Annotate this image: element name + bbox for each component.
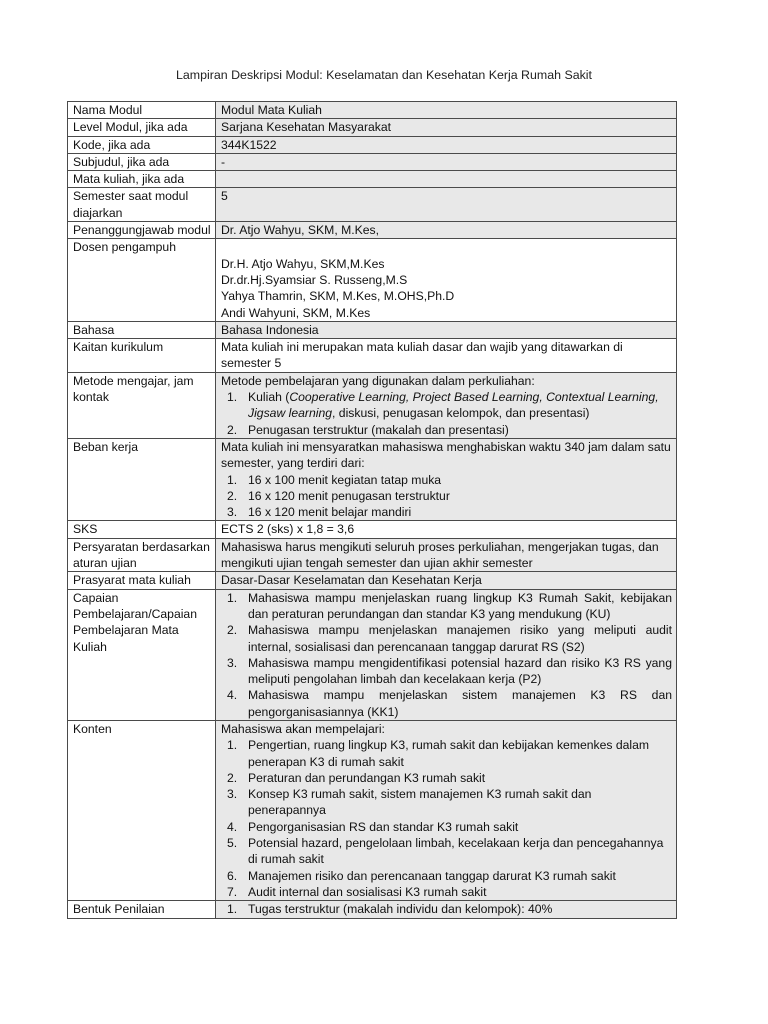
list-item-text: Mahasiswa mampu menjelaskan ruang lingkup K3 Rumah Sakit, kebijakan dan peraturan perundangan dan standar K3 yang mendukung (KU) [248,590,672,621]
value-capaian [216,589,677,720]
konten-intro: Mahasiswa akan mempelajari: [221,721,385,736]
value-bahasa: Bahasa Indonesia [216,321,677,338]
dosen-name: Dr.H. Atjo Wahyu, SKM,M.Kes [221,256,385,271]
metode-item1-suffix: , diskusi, penugasan kelompok, dan presentasi) [332,406,590,421]
list-item-text: Mahasiswa mampu mengidentifikasi potensial hazard dan risiko K3 RS yang meliputi pengolahan limbah dan kecelakaan kerja (P2) [248,655,672,687]
list-item-text: Audit internal dan sosialisasi K3 rumah sakit [248,884,487,899]
dosen-name: Dr.dr.Hj.Syamsiar S. Russeng,M.S [221,272,408,287]
list-item-text: Pengorganisasian RS dan standar K3 rumah sakit [248,819,519,834]
row-metode [68,372,677,438]
label-nama-modul: Nama Modul [68,102,216,119]
label-dosen: Dosen pengampuh [68,239,216,321]
row-sks [68,521,677,538]
list-item [221,622,672,655]
list-number: 2. [227,623,238,638]
list-item [221,504,672,520]
list-item [221,835,672,868]
row-persyaratan [68,538,677,572]
row-level-modul [68,119,677,136]
list-item [221,655,672,688]
list-item [221,884,672,900]
row-subjudul [68,153,677,170]
row-capaian [68,589,677,720]
metode-intro: Metode pembelajaran yang digunakan dalam perkuliahan: [221,373,535,388]
module-description-table [67,101,677,919]
value-metode [216,372,677,438]
label-metode: Metode mengajar, jam kontak [68,372,216,438]
value-persyaratan: Mahasiswa harus mengikuti seluruh proses perkuliahan, mengerjakan tugas, dan mengikuti ujian tengah semester dan ujian akhir semester [216,538,677,572]
list-number: 2. [227,770,238,785]
row-prasyarat [68,572,677,589]
list-item-text: Mahasiswa mampu menjelaskan manajemen risiko yang meliputi audit internal, sosialisasi dan perencanaan tanggap darurat RS (S2) [248,623,672,654]
list-number: 7. [227,884,238,899]
row-beban [68,438,677,520]
list-item [221,590,672,623]
value-kaitan: Mata kuliah ini merupakan mata kuliah dasar dan wajib yang ditawarkan di semester 5 [216,339,677,373]
list-item-text: Manajemen risiko dan perencanaan tanggap darurat K3 rumah sakit [248,868,616,883]
value-prasyarat: Dasar-Dasar Keselamatan dan Kesehatan Kerja [216,572,677,589]
list-item-text: Potensial hazard, pengelolaan limbah, kecelakaan kerja dan pencegahannya di rumah sakit [248,836,664,867]
capaian-list [221,590,672,720]
metode-item1-methods: Cooperative Learning, Project Based Learning, Contextual Learning, Jigsaw learning [248,390,659,421]
list-item-text: Tugas terstruktur (makalah individu dan kelompok): 40% [248,902,553,917]
list-number: 4. [227,688,238,703]
label-kode: Kode, jika ada [68,136,216,153]
list-item [221,737,672,770]
list-number: 1. [227,738,238,753]
list-item [221,389,672,422]
value-konten [216,720,677,900]
metode-item1-prefix: Kuliah ( [248,390,290,405]
label-capaian: Capaian Pembelajaran/Capaian Pembelajaran Mata Kuliah [68,589,216,720]
label-sks: SKS [68,521,216,538]
document-title: Lampiran Deskripsi Modul: Keselamatan dan Kesehatan Kerja Rumah Sakit [176,68,592,82]
row-kode [68,136,677,153]
list-number: 5. [227,836,238,851]
row-penanggungjawab [68,222,677,239]
label-persyaratan: Persyaratan berdasarkan aturan ujian [68,538,216,572]
value-kode: 344K1522 [216,136,677,153]
row-semester [68,188,677,222]
row-bahasa [68,321,677,338]
list-item-text: 16 x 100 menit kegiatan tatap muka [248,472,442,487]
list-number: 4. [227,819,238,834]
konten-list [221,737,672,900]
list-item [221,868,672,884]
row-mata-kuliah [68,171,677,188]
label-bentuk-penilaian: Bentuk Penilaian [68,901,216,918]
value-sks: ECTS 2 (sks) x 1,8 = 3,6 [216,521,677,538]
label-konten: Konten [68,720,216,900]
row-konten [68,720,677,900]
list-item [221,770,672,786]
list-item [221,488,672,504]
row-kaitan [68,339,677,373]
row-nama-modul [68,102,677,119]
list-number: 6. [227,868,238,883]
label-semester: Semester saat modul diajarkan [68,188,216,222]
list-number: 3. [227,787,238,802]
row-bentuk-penilaian [68,901,677,918]
label-level-modul: Level Modul, jika ada [68,119,216,136]
bentuk-list [221,901,672,917]
list-item [221,687,672,720]
list-item-text: 16 x 120 menit penugasan terstruktur [248,488,450,503]
list-item-text: Konsep K3 rumah sakit, sistem manajemen K3 rumah sakit dan penerapannya [248,787,592,818]
list-item-text: 16 x 120 menit belajar mandiri [248,505,412,520]
list-item [221,422,672,438]
value-nama-modul: Modul Mata Kuliah [216,102,677,119]
list-item-text: Mahasiswa mampu menjelaskan sistem manajemen K3 RS dan pengorganisasiannya (KK1) [248,688,672,719]
label-mata-kuliah: Mata kuliah, jika ada [68,171,216,188]
list-item [221,819,672,835]
value-beban [216,438,677,520]
value-subjudul: - [216,153,677,170]
value-mata-kuliah [216,171,677,188]
list-number: 1. [227,390,238,405]
list-number: 1. [227,590,238,605]
value-level-modul: Sarjana Kesehatan Masyarakat [216,119,677,136]
list-number: 1. [227,472,238,487]
list-number: 1. [227,902,238,917]
list-number: 2. [227,488,238,503]
list-item [221,472,672,488]
value-dosen [216,239,677,321]
beban-intro: Mata kuliah ini mensyaratkan mahasiswa menghabiskan waktu 340 jam dalam satu semester, yang terdiri dari: [221,439,671,471]
label-beban: Beban kerja [68,438,216,520]
list-number: 3. [227,655,238,670]
beban-list [221,472,672,521]
value-bentuk-penilaian [216,901,677,918]
dosen-name: Yahya Thamrin, SKM, M.Kes, M.OHS,Ph.D [221,289,455,304]
metode-list [221,389,672,438]
label-penanggungjawab: Penanggungjawab modul [68,222,216,239]
list-item [221,786,672,819]
label-subjudul: Subjudul, jika ada [68,153,216,170]
row-dosen [68,239,677,321]
value-semester: 5 [216,188,677,222]
label-prasyarat: Prasyarat mata kuliah [68,572,216,589]
label-kaitan: Kaitan kurikulum [68,339,216,373]
list-number: 3. [227,505,238,520]
list-item-text: Peraturan dan perundangan K3 rumah sakit [248,770,486,785]
value-penanggungjawab: Dr. Atjo Wahyu, SKM, M.Kes, [216,222,677,239]
list-item [221,901,672,917]
metode-item2-text: Penugasan terstruktur (makalah dan presentasi) [248,422,509,437]
label-bahasa: Bahasa [68,321,216,338]
dosen-name: Andi Wahyuni, SKM, M.Kes [221,305,371,320]
list-item-text: Pengertian, ruang lingkup K3, rumah sakit dan kebijakan kemenkes dalam penerapan K3 di rumah sakit [248,738,650,769]
list-number: 2. [227,422,238,437]
